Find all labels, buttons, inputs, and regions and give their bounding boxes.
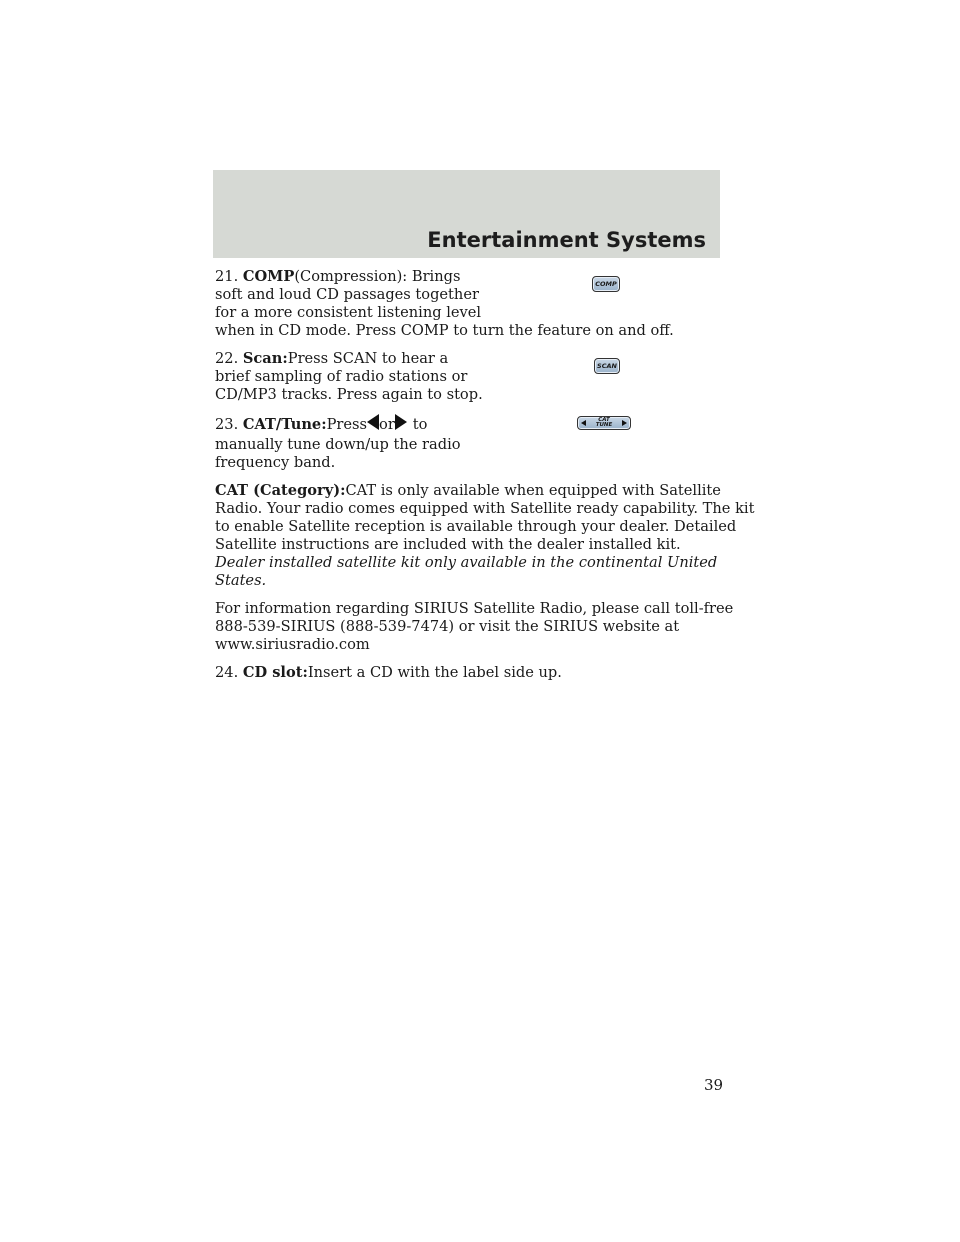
section-header-band [213, 170, 720, 258]
tune-down-arrow-icon [367, 414, 379, 430]
item-cat-term: CAT (Category): [215, 482, 346, 499]
item-comp-term: COMP [242, 268, 295, 285]
item-scan-term: Scan: [242, 350, 288, 367]
item-comp-line-1: 21. COMP(Compression): Brings [215, 268, 461, 285]
item-cd-slot-term: CD slot: [242, 664, 308, 681]
item-comp-line-2: soft and loud CD passages together [215, 286, 479, 303]
item-cat-category [215, 482, 755, 590]
item-scan-line-2: brief sampling of radio stations or [215, 368, 468, 385]
item-comp-line-4: when in CD mode. Press COMP to turn the feature on and off. [215, 322, 674, 339]
tune-up-arrow-icon [395, 414, 407, 430]
cat-tune-left-arrow-icon [581, 420, 586, 426]
item-cattune-line-3: frequency band. [215, 454, 336, 471]
item-comp [215, 268, 721, 340]
page-number: 39 [704, 1076, 724, 1094]
sirius-website: www.siriusradio.com [215, 636, 370, 653]
item-cattune [215, 414, 721, 472]
scan-button-icon: SCAN [594, 358, 620, 374]
item-cat-line-3: to enable Satellite reception is available through your dealer. Detailed [215, 518, 737, 535]
item-cat-italic-line-1: Dealer installed satellite kit only available in the continental United [215, 554, 718, 571]
item-cattune-term: CAT/Tune: [242, 416, 327, 433]
sirius-info-line-2: 888-539-SIRIUS (888-539-7474) or visit the SIRIUS website at [215, 618, 680, 635]
comp-button-icon: COMP [592, 276, 620, 292]
item-cattune-line-2: manually tune down/up the radio [215, 436, 461, 453]
page-content [215, 268, 755, 692]
item-cattune-line-1: 23. CAT/Tune:Press or to [215, 416, 428, 433]
item-cat-italic-line-2: States. [215, 572, 267, 589]
item-cat-line-1: CAT (Category):CAT is only available when equipped with Satellite [215, 482, 721, 499]
item-comp-line-3: for a more consistent listening level [215, 304, 482, 321]
section-title: Entertainment Systems [427, 228, 706, 252]
item-scan-line-1: 22. Scan:Press SCAN to hear a [215, 350, 449, 367]
sirius-info [215, 600, 734, 654]
item-cat-line-2: Radio. Your radio comes equipped with Satellite ready capability. The kit [215, 500, 755, 517]
item-cat-line-4: Satellite instructions are included with the dealer installed kit. [215, 536, 681, 553]
cat-tune-button-icon: CAT TUNE [577, 416, 631, 430]
cat-tune-right-arrow-icon [622, 420, 627, 426]
item-cd-slot: 24. CD slot:Insert a CD with the label side up. [215, 664, 562, 681]
item-scan-line-3: CD/MP3 tracks. Press again to stop. [215, 386, 483, 403]
sirius-info-line-1: For information regarding SIRIUS Satellite Radio, please call toll-free [215, 600, 734, 617]
item-scan [215, 350, 721, 404]
